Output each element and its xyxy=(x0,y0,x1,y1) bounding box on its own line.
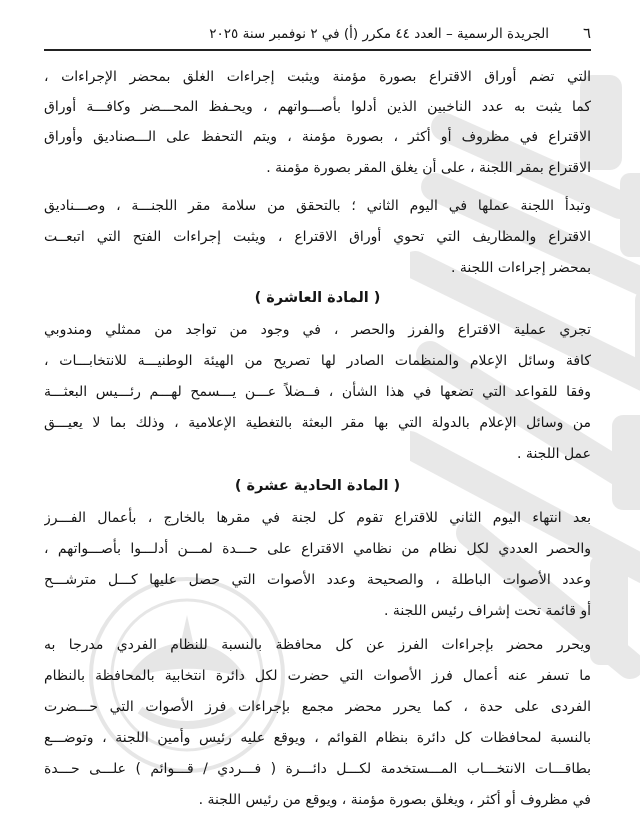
paragraph-line: والحصر العددي لكل نظام من نظامي الاقتراع على حـــدة لمـــن أدلـــوا بأصـــواتهم ، xyxy=(44,541,591,557)
paragraph-line: وعدد الأصوات الباطلة ، والصحيحة وعدد الأصوات التي حصل عليها كـــل مترشـــح xyxy=(44,572,591,588)
article-11-heading: ( المادة الحادية عشرة ) xyxy=(234,478,401,494)
paragraph-line: التي تضم أوراق الاقتراع بصورة مؤمنة ويثبت إجراءات الغلق بمحضر الإجراءات ، xyxy=(44,69,591,85)
paragraph-line: الاقتراع في مظروف أو أكثر ، بصورة مؤمنة ، ويتم التحفظ على الـــصناديق وأوراق xyxy=(44,129,591,145)
paragraph-line: وتبدأ اللجنة عملها في اليوم الثاني ؛ بالتحقق من سلامة مقر اللجنـــة ، وصـــناديق xyxy=(44,198,591,214)
paragraph-line: بالنسبة لمحافظات كل دائرة بنظام القوائم ، ويوقع عليه رئيس وأمين اللجنة ، وتوضـــع xyxy=(44,730,591,746)
paragraph-line: بطاقـــات الانتخـــاب المـــستخدمة لكـــل دائـــرة ( فـــردي / قـــوائم ) علـــى حـــدة xyxy=(44,761,591,777)
paragraph-line: أو قائمة تحت إشراف رئيس اللجنة . xyxy=(384,603,591,619)
paragraph-line: تجري عملية الاقتراع والفرز والحصر ، في وجود من تواجد من ممثلي ومندوبي xyxy=(44,322,591,338)
paragraph-line: كما يثبت به عدد الناخبين الذين أدلوا بأصـــواتهم ، ويحـفظ المحـــضر وكافـــة أوراق xyxy=(44,99,591,115)
paragraph-line: وفقا للقواعد التي تضعها في هذا الشأن ، فــضلاً عـــن يـــسمح لهـــم رئـــيس البعثـــة xyxy=(44,384,591,400)
paragraph-line: من وسائل الإعلام بالدولة التي بها مقر البعثة بالتغطية الإعلامية ، وذلك بما لا يعيـــق xyxy=(44,415,591,431)
gazette-header-title: الجريدة الرسمية – العدد ٤٤ مكرر (أ) في ٢ نوفمبر سنة ٢٠٢٥ xyxy=(209,26,549,42)
paragraph-line: الاقتراع بمقر اللجنة ، على أن يغلق المقر بصورة مؤمنة . xyxy=(266,160,591,176)
paragraph-line: في مظروف أو أكثر ، ويغلق بصورة مؤمنة ، ويوقع من رئيس اللجنة . xyxy=(198,792,591,808)
paragraph-line: عمل اللجنة . xyxy=(517,446,591,462)
paragraph-line: ويحرر محضر بإجراءات الفرز عن كل محافظة بالنسبة للنظام الفردي مدرجا به xyxy=(44,637,591,653)
paragraph-line: الفردى على حدة ، كما يحرر محضر مجمع بإجراءات فرز الأصوات التي حـــضرت xyxy=(44,699,591,715)
paragraph-line: ما تسفر عنه أعمال فرز الأصوات التي حضرت لكل دائرة انتخابية بالمحافظة بالنظام xyxy=(44,668,591,684)
paragraph-line: الاقتراع والمظاريف التي تحوي أوراق الاقتراع ، ويثبت إجراءات الفتح التي اتبعــت xyxy=(44,229,591,245)
paragraph-line: بمحضر إجراءات اللجنة . xyxy=(450,260,591,276)
page-number: ٦ xyxy=(582,24,591,42)
paragraph-line: كافة وسائل الإعلام والمنظمات الصادر لها تصريح من الهيئة الوطنيـــة للانتخابـــات ، xyxy=(44,353,591,369)
header-divider xyxy=(44,49,591,51)
page-header xyxy=(44,19,591,47)
article-10-heading: ( المادة العاشرة ) xyxy=(254,290,381,306)
paragraph-line: بعد انتهاء اليوم الثاني للاقتراع تقوم كل لجنة في مقرها بالخارج ، بأعمال الفـــرز xyxy=(44,510,591,526)
